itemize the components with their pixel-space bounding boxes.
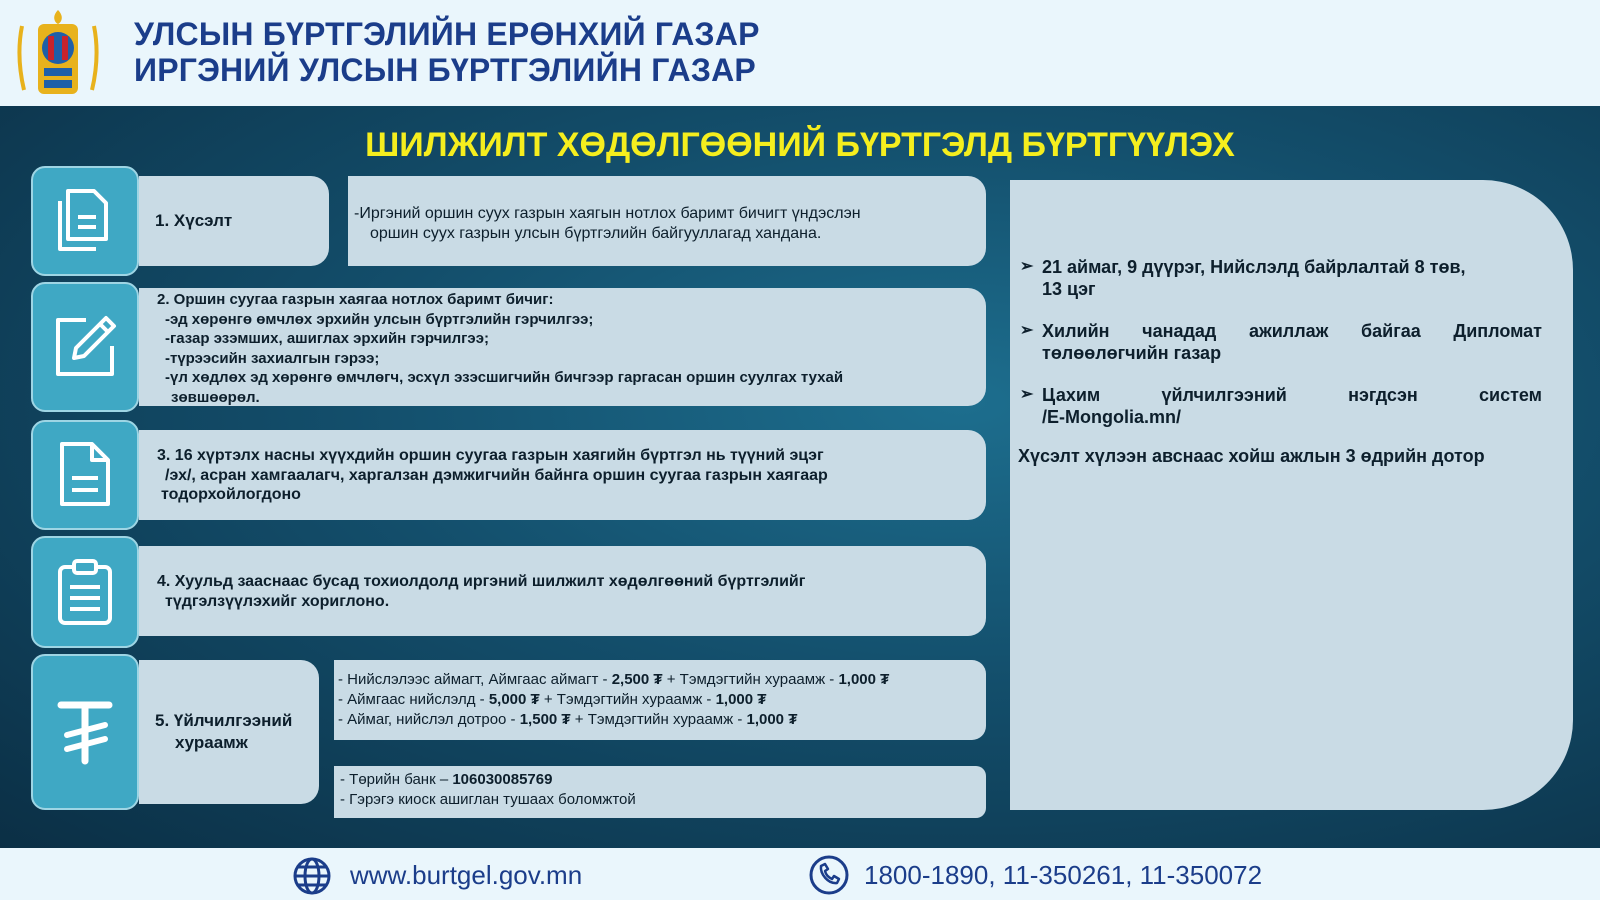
step-3-line: 3. 16 хүртэлх насны хүүхдийн оршин суугаа газрын хаягийн бүртгэл нь түүний эцэг: [157, 447, 824, 464]
main-panel: [0, 106, 1600, 848]
bullet-arrow-icon: ➢: [1020, 386, 1034, 403]
bullet-line: төлөөлөгчийн газар: [1042, 343, 1222, 363]
fee-route: - Аймаг, нийслэл дотроо -: [338, 711, 520, 728]
step-2-line: -эд хөрөнгө өмчлөх эрхийн улсын бүртгэлийн гэрчилгээ;: [165, 310, 594, 328]
document-icon: [56, 440, 114, 510]
payment-info: [334, 766, 986, 818]
fee-row: [338, 690, 986, 710]
stamp-fee-label: + Тэмдэгтийн хураамж -: [539, 691, 716, 708]
bullet-arrow-icon: ➢: [1020, 322, 1034, 339]
step-1-icon-tile: [31, 166, 139, 276]
bullet-line: Хилийн чанадад ажиллаж байгаа Дипломат: [1042, 321, 1542, 341]
step-2-icon-tile: [31, 282, 139, 412]
step-1-line: -Иргэний оршин суух газрын хаягын нотлох баримт бичигт үндэслэн: [354, 205, 861, 222]
bank-account-number: 106030085769: [452, 771, 553, 788]
step-3-description: [139, 430, 986, 520]
step-1-line: оршин суух газрын улсын бүртгэлийн байгууллагад хандана.: [370, 225, 822, 242]
step-2-description: [139, 288, 986, 406]
globe-icon: [292, 856, 332, 896]
stamp-fee-amount: 1,000 ₮: [715, 691, 767, 708]
state-emblem-icon: [14, 6, 102, 100]
bullet-line: Цахим үйлчилгээний нэгдсэн систем: [1042, 385, 1542, 405]
organization-title: [134, 16, 760, 88]
clipboard-icon: [54, 557, 116, 627]
step-3-line: тодорхойлогдоно: [161, 486, 301, 503]
stamp-fee-label: + Тэмдэгтийн хураамж -: [662, 671, 839, 688]
stamp-fee-amount: 1,000 ₮: [746, 711, 798, 728]
step-2-heading: 2. Оршин суугаа газрын хаягаа нотлох баримт бичиг:: [157, 291, 554, 308]
bullet-line: 21 аймаг, 9 дүүрэг, Нийслэлд байрлалтай 8 төв,: [1042, 257, 1466, 277]
fee-row: [338, 710, 986, 730]
fee-amount: 2,500 ₮: [611, 671, 663, 688]
step-3-icon-tile: [31, 420, 139, 530]
bank-account-row: [340, 770, 986, 790]
bullet-arrow-icon: ➢: [1020, 258, 1034, 275]
step-1-description: [348, 176, 986, 266]
step-4-description: [139, 546, 986, 636]
phone-icon: [808, 854, 850, 896]
step-1-label: 1. Хүсэлт: [155, 211, 233, 230]
edit-icon: [50, 312, 120, 382]
step-5-label-panel: [139, 660, 319, 804]
location-bullet: [1020, 320, 1550, 364]
location-bullet: [1020, 384, 1550, 428]
fee-route: - Аймгаас нийслэлд -: [338, 691, 489, 708]
fee-list: [334, 660, 986, 740]
step-4-icon-tile: [31, 536, 139, 648]
fee-route: - Нийслэлээс аймагт, Аймгаас аймагт -: [338, 671, 612, 688]
step-3-line: /эх/, асран хамгаалагч, харгалзан дэмжигчийн байнга оршин суугаа газрын хаягаар: [165, 466, 828, 484]
stamp-fee-label: + Тэмдэгтийн хураамж -: [570, 711, 747, 728]
step-1-label-panel: [139, 176, 329, 266]
fee-amount: 1,500 ₮: [519, 711, 571, 728]
step-4-line: түдгэлзүүлэхийг хориглоно.: [165, 592, 390, 610]
organization-title-line1: УЛСЫН БҮРТГЭЛИЙН ЕРӨНХИЙ ГАЗАР: [134, 16, 760, 52]
documents-icon: [54, 187, 116, 255]
footer: [0, 848, 1600, 900]
step-4-line: 4. Хуульд зааснаас бусад тохиолдолд иргэний шилжилт хөдөлгөөний бүртгэлийг: [157, 573, 806, 590]
tugrik-icon: [55, 697, 115, 767]
header: [0, 0, 1600, 106]
website-link[interactable]: www.burtgel.gov.mn: [350, 860, 583, 890]
bank-label: - Төрийн банк –: [340, 771, 453, 788]
bullet-line: 13 цэг: [1042, 279, 1096, 299]
step-2-line: -үл хөдлөх эд хөрөнгө өмчлөгч, эсхүл эзэсшигчийн бичгээр гаргасан оршин суулгах тухай: [165, 369, 844, 386]
step-5-label-line2: хураамж: [175, 733, 248, 752]
step-2-line: -түрээсийн захиалгын гэрээ;: [165, 349, 380, 367]
kiosk-payment-note: - Гэрэгэ киоск ашиглан тушаах боломжтой: [340, 791, 636, 808]
processing-deadline: Хүсэлт хүлээн авснаас хойш ажлын 3 өдрийн дотор: [1018, 446, 1485, 466]
fee-row: [338, 670, 986, 690]
organization-title-line2: ИРГЭНИЙ УЛСЫН БҮРТГЭЛИЙН ГАЗАР: [134, 52, 756, 88]
fee-amount: 5,000 ₮: [488, 691, 540, 708]
step-2-line: зөвшөөрөл.: [171, 388, 260, 406]
location-bullet: [1020, 256, 1550, 300]
bullet-line: /E-Mongolia.mn/: [1042, 407, 1181, 427]
step-2-line: -газар эзэмших, ашиглах эрхийн гэрчилгээ;: [165, 330, 489, 347]
page-title: ШИЛЖИЛТ ХӨДӨЛГӨӨНИЙ БҮРТГЭЛД БҮРТГҮҮЛЭХ: [365, 126, 1235, 164]
stamp-fee-amount: 1,000 ₮: [838, 671, 890, 688]
service-locations-box: [1010, 180, 1573, 810]
step-5-label-line1: 5. Үйлчилгээний: [155, 711, 293, 730]
phone-numbers: 1800-1890, 11-350261, 11-350072: [864, 860, 1263, 890]
step-5-icon-tile: [31, 654, 139, 810]
